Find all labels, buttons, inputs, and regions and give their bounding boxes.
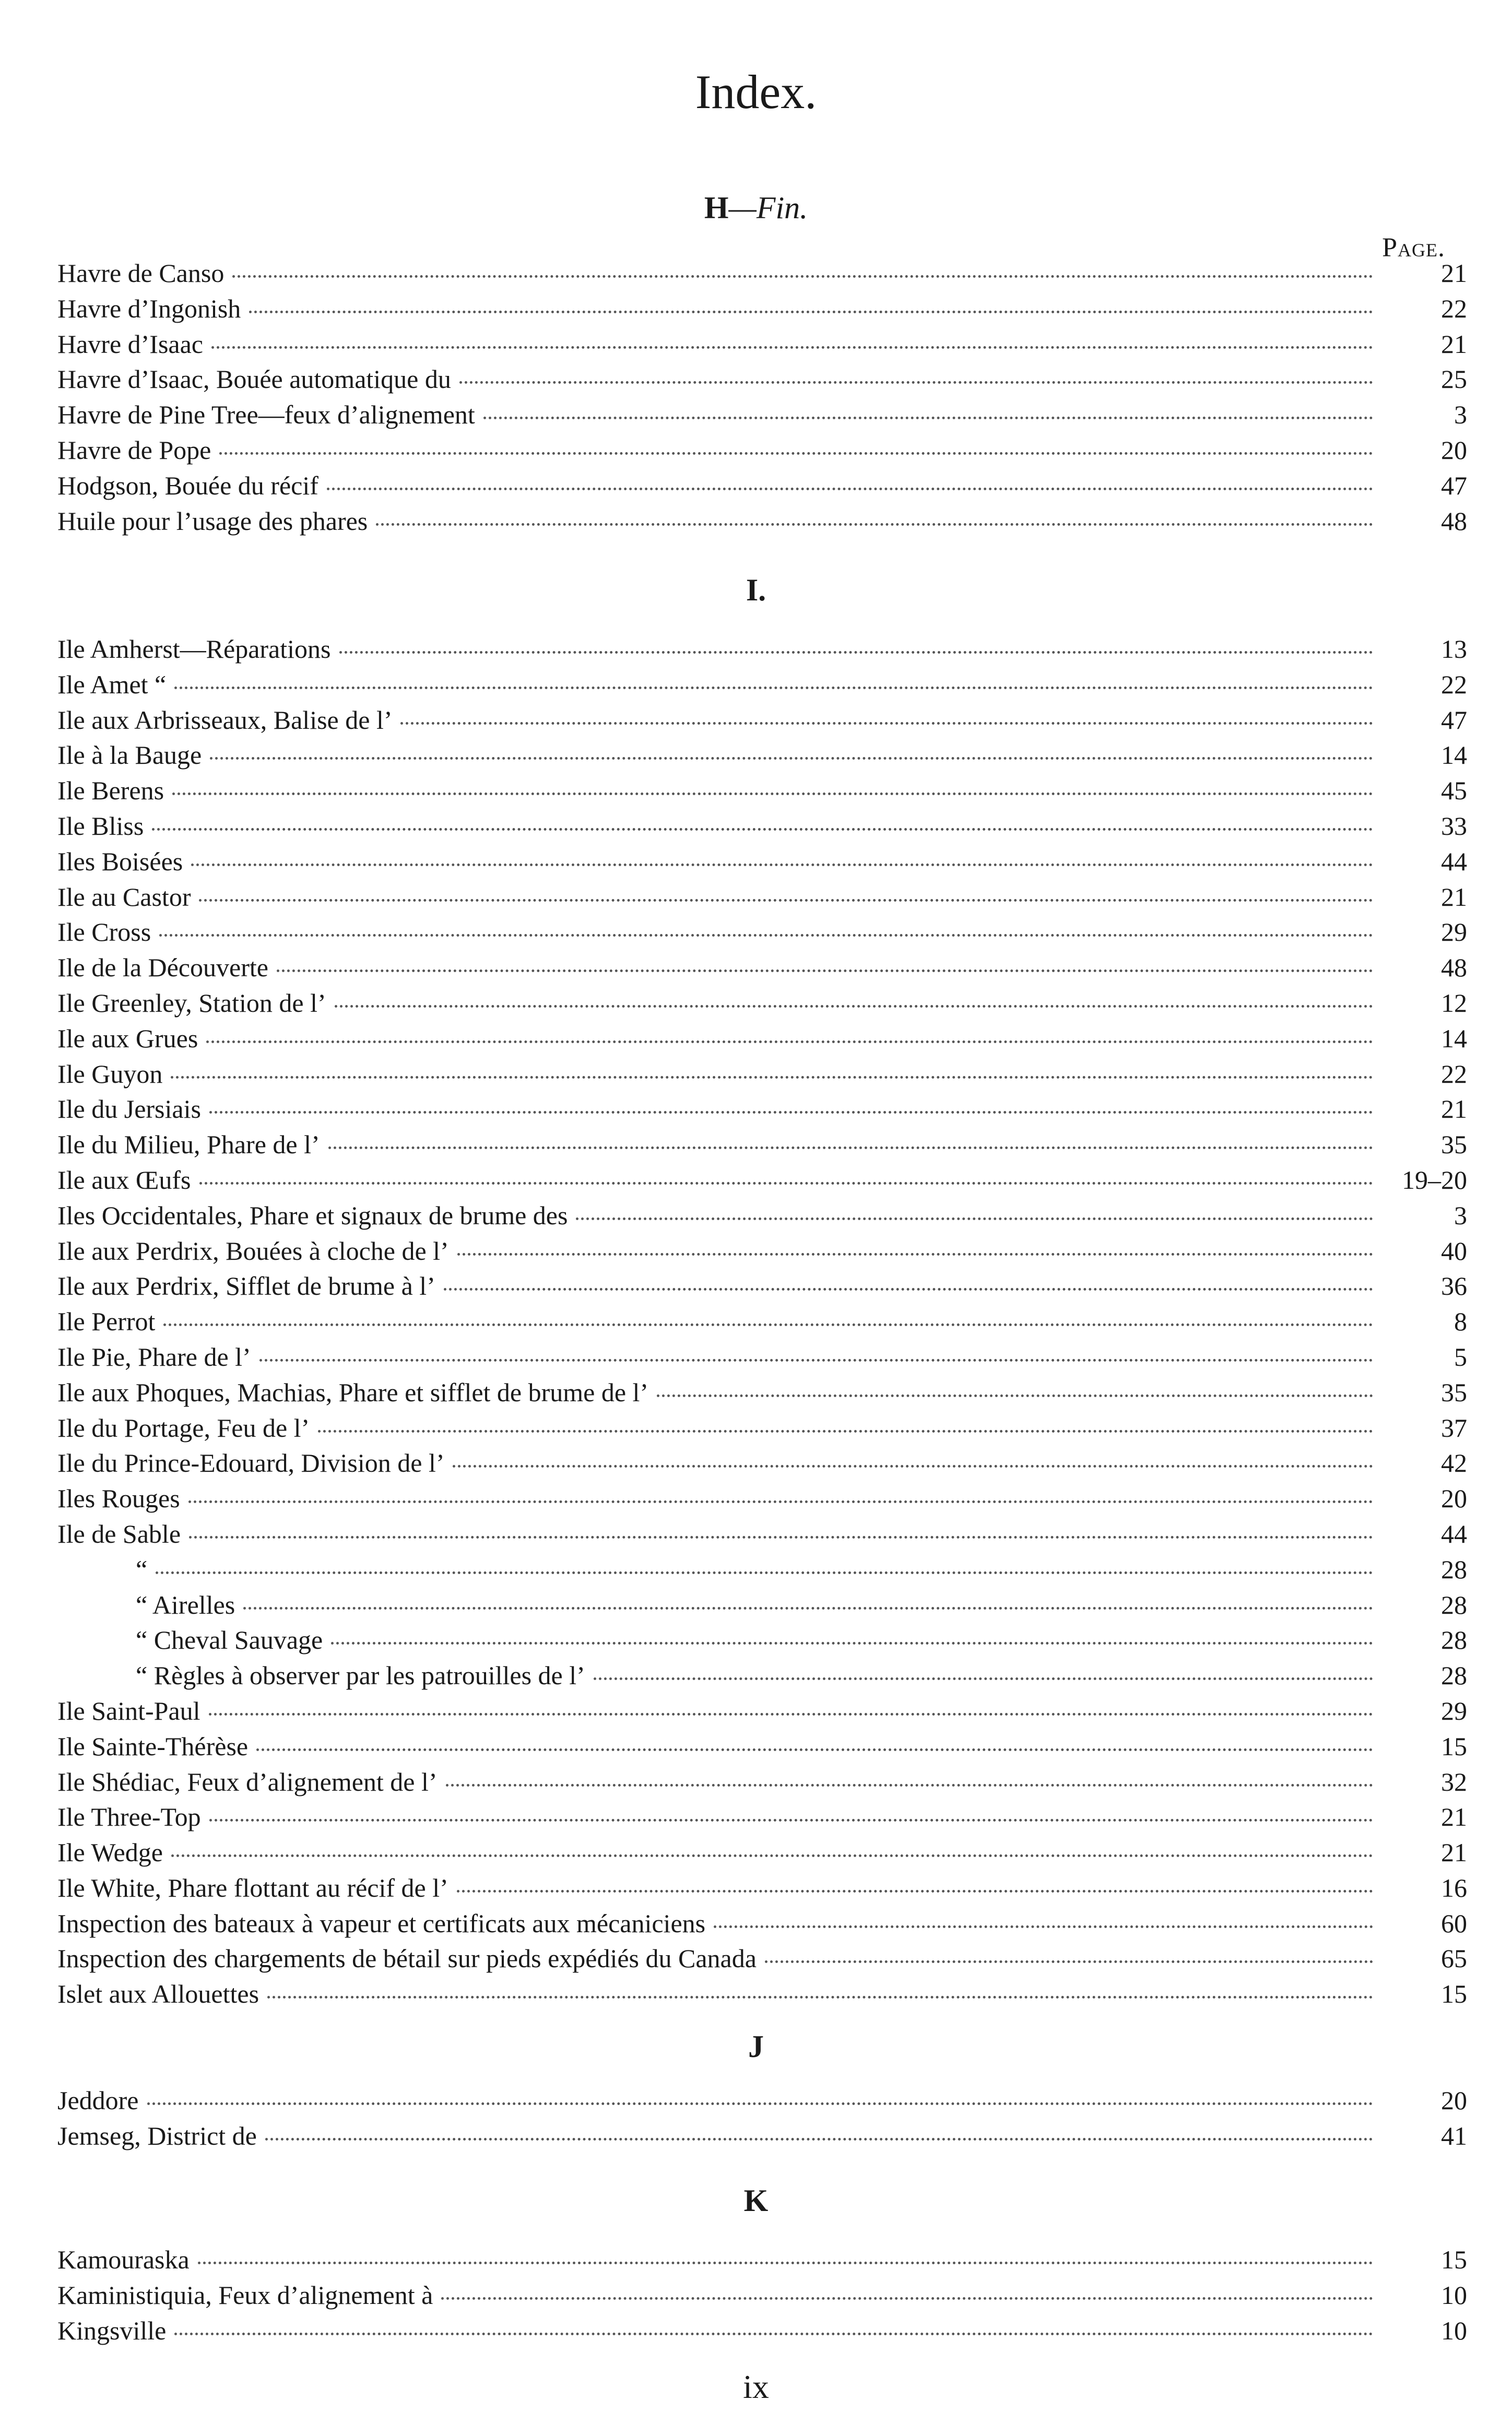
entry-label: Ile Berens [57, 776, 164, 806]
entry-label: Ile aux Arbrisseaux, Balise de l’ [57, 705, 393, 735]
index-entry [57, 667, 1467, 703]
entry-label: Ile Greenley, Station de l’ [57, 988, 326, 1018]
entry-label: Iles Boisées [57, 846, 183, 876]
entry-label: Ile Guyon [57, 1059, 163, 1089]
index-entry [57, 632, 1467, 667]
dot-leader [259, 1359, 1373, 1362]
entry-label: Islet aux Allouettes [57, 1979, 259, 2009]
index-entry [57, 1765, 1467, 1800]
dot-leader [335, 1005, 1373, 1008]
entry-label: Kaministiquia, Feux d’alignement à [57, 2280, 433, 2310]
entry-page-number: 21 [1441, 1838, 1467, 1867]
entry-page-number: 22 [1441, 1059, 1467, 1089]
index-entry [57, 703, 1467, 738]
entry-page-number: 32 [1441, 1767, 1467, 1796]
entry-page-number: 44 [1441, 846, 1467, 876]
index-list-j [57, 2083, 1467, 2154]
index-entry [57, 1977, 1467, 2012]
dot-leader [277, 969, 1373, 972]
dot-leader [199, 899, 1373, 902]
dot-leader [211, 346, 1373, 349]
index-entry [57, 327, 1467, 362]
section-heading-i: I. [746, 573, 766, 607]
index-entry [57, 1340, 1467, 1375]
entry-page-number: 3 [1454, 1200, 1467, 1230]
index-list-k [57, 2242, 1467, 2348]
entry-label: Ile Cross [57, 917, 151, 947]
entry-label: Ile du Prince-Edouard, Division de l’ [57, 1448, 445, 1478]
dot-leader [457, 1253, 1373, 1256]
entry-label: Havre de Pine Tree—feux d’alignement [57, 400, 475, 430]
index-entry [57, 1481, 1467, 1517]
index-entry [57, 1623, 1467, 1658]
dot-leader [206, 1040, 1373, 1043]
entry-label: Ile Three-Top [57, 1802, 201, 1832]
dot-leader [188, 1500, 1373, 1503]
entry-label: Havre de Pope [57, 435, 211, 465]
entry-page-number: 21 [1441, 1802, 1467, 1832]
index-list-h [57, 256, 1467, 539]
index-entry [57, 1800, 1467, 1835]
entry-label: Ile du Portage, Feu de l’ [57, 1413, 310, 1442]
index-entry [57, 1057, 1467, 1092]
entry-label: Ile Amherst—Réparations [57, 634, 331, 664]
index-entry [57, 1411, 1467, 1446]
entry-label: Ile de Sable [57, 1519, 181, 1548]
page-folio: ix [743, 2368, 769, 2405]
entry-page-number: 36 [1441, 1271, 1467, 1301]
entry-label: Ile Amet “ [57, 669, 167, 699]
entry-label: Ile aux Œufs [57, 1165, 191, 1195]
entry-label: Ile Bliss [57, 811, 144, 841]
entry-label: Ile Shédiac, Feux d’alignement de l’ [57, 1767, 438, 1796]
index-entry [57, 1269, 1467, 1304]
index-entry [57, 1304, 1467, 1340]
index-entry [57, 256, 1467, 291]
index-entry [57, 504, 1467, 539]
index-entry [57, 986, 1467, 1021]
entry-label: Ile aux Phoques, Machias, Phare et sifflet de brume de l’ [57, 1377, 649, 1407]
entry-page-number: 21 [1441, 882, 1467, 912]
index-entry [57, 1871, 1467, 1906]
index-entry [57, 1163, 1467, 1198]
entry-label: Ile du Milieu, Phare de l’ [57, 1130, 320, 1160]
entry-label: Ile aux Grues [57, 1023, 198, 1053]
dot-leader [189, 1536, 1373, 1539]
index-list-i [57, 632, 1467, 2012]
dot-leader [163, 1323, 1373, 1326]
index-entry [57, 738, 1467, 773]
entry-label: Jeddore [57, 2086, 139, 2115]
entry-page-number: 37 [1441, 1413, 1467, 1442]
entry-page-number: 28 [1441, 1590, 1467, 1619]
entry-page-number: 33 [1441, 811, 1467, 841]
index-entry [57, 468, 1467, 504]
entry-page-number: 48 [1441, 953, 1467, 983]
dot-leader [457, 1890, 1373, 1893]
entry-page-number: 45 [1441, 776, 1467, 806]
dot-leader [339, 651, 1374, 654]
entry-page-number: 40 [1441, 1236, 1467, 1266]
index-entry [57, 1694, 1467, 1729]
entry-page-number: 15 [1441, 1731, 1467, 1761]
dot-leader [265, 2138, 1373, 2141]
entry-label: Inspection des bateaux à vapeur et certificats aux mécaniciens [57, 1908, 706, 1938]
index-entry [57, 397, 1467, 433]
dot-leader [147, 2102, 1374, 2105]
entry-page-number: 41 [1441, 2121, 1467, 2150]
dot-leader [174, 687, 1373, 689]
entry-page-number: 28 [1441, 1554, 1467, 1584]
entry-label: “ Règles à observer par les patrouilles de l’ [136, 1661, 585, 1690]
entry-page-number: 19–20 [1402, 1165, 1467, 1195]
entry-page-number: 22 [1441, 669, 1467, 699]
dot-leader [156, 1571, 1373, 1574]
dot-leader [453, 1465, 1373, 1468]
entry-label: Ile Pie, Phare de l’ [57, 1342, 251, 1371]
index-entry [57, 1234, 1467, 1269]
dot-leader [152, 828, 1373, 831]
index-entry [57, 1198, 1467, 1234]
dot-leader [376, 523, 1373, 526]
dot-leader [714, 1925, 1373, 1928]
entry-page-number: 28 [1441, 1625, 1467, 1655]
index-entry [57, 1446, 1467, 1481]
entry-page-number: 21 [1441, 258, 1467, 288]
index-entry [57, 1906, 1467, 1942]
entry-label: Huile pour l’usage des phares [57, 506, 368, 536]
entry-label: Iles Occidentales, Phare et signaux de brume des [57, 1200, 568, 1230]
dot-leader [191, 864, 1373, 866]
index-entry [57, 880, 1467, 915]
dot-leader [441, 2297, 1373, 2300]
dot-leader [576, 1217, 1373, 1220]
entry-page-number: 20 [1441, 1484, 1467, 1513]
index-entry [57, 809, 1467, 844]
dot-leader [459, 381, 1373, 384]
entry-page-number: 21 [1441, 1094, 1467, 1124]
dot-leader [446, 1784, 1373, 1787]
entry-label: “ Cheval Sauvage [136, 1625, 323, 1655]
entry-page-number: 47 [1441, 470, 1467, 500]
entry-page-number: 35 [1441, 1130, 1467, 1160]
entry-label: Ile White, Phare flottant au récif de l’ [57, 1873, 448, 1902]
dot-leader [318, 1430, 1373, 1433]
index-entry [57, 1588, 1467, 1623]
index-entry [57, 2242, 1467, 2278]
entry-label: “ [136, 1554, 148, 1584]
entry-label: Kamouraska [57, 2245, 190, 2274]
section-letter: H [704, 191, 729, 225]
entry-page-number: 48 [1441, 506, 1467, 536]
entry-label: Havre d’Isaac, Bouée automatique du [57, 364, 451, 394]
entry-page-number: 28 [1441, 1661, 1467, 1690]
dot-leader [172, 793, 1373, 795]
entry-page-number: 10 [1441, 2315, 1467, 2345]
dot-leader [174, 2333, 1373, 2335]
dot-leader [209, 1713, 1373, 1716]
dot-leader [657, 1394, 1373, 1397]
entry-page-number: 3 [1454, 400, 1467, 430]
entry-page-number: 20 [1441, 2086, 1467, 2115]
dot-leader [171, 1076, 1373, 1079]
page-column-header: Page. [1382, 233, 1445, 263]
entry-label: Ile au Castor [57, 882, 191, 912]
entry-label: Ile à la Bauge [57, 740, 202, 770]
entry-label: Ile Wedge [57, 1838, 163, 1867]
dot-leader [210, 757, 1373, 760]
entry-label: Ile du Jersiais [57, 1094, 201, 1124]
entry-page-number: 22 [1441, 293, 1467, 323]
page-title: Index. [695, 65, 817, 119]
entry-page-number: 13 [1441, 634, 1467, 664]
dot-leader [328, 1146, 1373, 1149]
dot-leader [171, 1854, 1373, 1857]
entry-label: Kingsville [57, 2315, 167, 2345]
index-entry [57, 1127, 1467, 1163]
index-entry [57, 1729, 1467, 1765]
index-entry [57, 915, 1467, 950]
index-entry [57, 291, 1467, 327]
section-heading-h [0, 192, 1512, 223]
entry-page-number: 47 [1441, 705, 1467, 735]
entry-page-number: 29 [1441, 917, 1467, 947]
index-entry [57, 773, 1467, 809]
index-entry [57, 950, 1467, 986]
entry-label: Iles Rouges [57, 1484, 180, 1513]
index-entry [57, 2313, 1467, 2349]
entry-label: Ile Saint-Paul [57, 1696, 200, 1725]
entry-page-number: 14 [1441, 1023, 1467, 1053]
index-entry [57, 362, 1467, 397]
entry-page-number: 5 [1454, 1342, 1467, 1371]
dot-leader [159, 934, 1373, 937]
index-entry [57, 844, 1467, 880]
entry-page-number: 8 [1454, 1307, 1467, 1337]
entry-label: Ile Sainte-Thérèse [57, 1731, 249, 1761]
index-entry [57, 1835, 1467, 1871]
index-entry [57, 433, 1467, 468]
dot-leader [267, 1996, 1373, 1999]
entry-page-number: 20 [1441, 435, 1467, 465]
entry-page-number: 65 [1441, 1944, 1467, 1973]
index-entry [57, 1092, 1467, 1127]
entry-page-number: 25 [1441, 364, 1467, 394]
entry-page-number: 10 [1441, 2280, 1467, 2310]
dot-leader [232, 275, 1373, 278]
entry-label: Ile de la Découverte [57, 953, 268, 983]
dot-leader [199, 1182, 1374, 1185]
entry-label: Ile Perrot [57, 1307, 156, 1337]
entry-page-number: 12 [1441, 988, 1467, 1018]
dot-leader [765, 1960, 1373, 1963]
dot-leader [331, 1642, 1373, 1645]
dot-leader [249, 311, 1373, 313]
index-entry [57, 1021, 1467, 1057]
section-heading-k: K [743, 2183, 769, 2218]
dot-leader [198, 2262, 1373, 2264]
entry-page-number: 21 [1441, 329, 1467, 359]
dot-leader [444, 1288, 1373, 1291]
entry-label: Jemseg, District de [57, 2121, 257, 2150]
section-heading-j: J [748, 2029, 764, 2064]
entry-page-number: 60 [1441, 1908, 1467, 1938]
entry-page-number: 29 [1441, 1696, 1467, 1725]
entry-label: Ile aux Perdrix, Sifflet de brume à l’ [57, 1271, 435, 1301]
dot-leader [243, 1607, 1373, 1610]
index-entry [57, 1941, 1467, 1977]
entry-page-number: 42 [1441, 1448, 1467, 1478]
entry-label: Havre d’Isaac [57, 329, 203, 359]
dot-leader [256, 1748, 1373, 1751]
entry-label: Havre d’Ingonish [57, 293, 241, 323]
dot-leader [219, 452, 1373, 455]
dot-leader [400, 722, 1373, 725]
dot-leader [327, 488, 1373, 490]
index-entry [57, 1658, 1467, 1694]
entry-page-number: 14 [1441, 740, 1467, 770]
entry-label: Havre de Canso [57, 258, 225, 288]
index-entry [57, 2119, 1467, 2154]
entry-label: Inspection des chargements de bétail sur pieds expédiés du Canada [57, 1944, 757, 1973]
entry-page-number: 15 [1441, 2245, 1467, 2274]
dot-leader [209, 1111, 1373, 1114]
index-entry [57, 2278, 1467, 2313]
index-entry [57, 1517, 1467, 1552]
entry-page-number: 44 [1441, 1519, 1467, 1548]
index-entry [57, 1552, 1467, 1588]
entry-label: Hodgson, Bouée du récif [57, 470, 318, 500]
index-entry [57, 2083, 1467, 2119]
dot-leader [209, 1819, 1373, 1822]
dot-leader [483, 417, 1373, 419]
entry-label: Ile aux Perdrix, Bouées à cloche de l’ [57, 1236, 449, 1266]
index-entry [57, 1375, 1467, 1411]
entry-label: “ Airelles [136, 1590, 235, 1619]
dot-leader [594, 1677, 1373, 1680]
section-suffix: —Fin. [728, 191, 808, 225]
entry-page-number: 35 [1441, 1377, 1467, 1407]
entry-page-number: 15 [1441, 1979, 1467, 2009]
entry-page-number: 16 [1441, 1873, 1467, 1902]
